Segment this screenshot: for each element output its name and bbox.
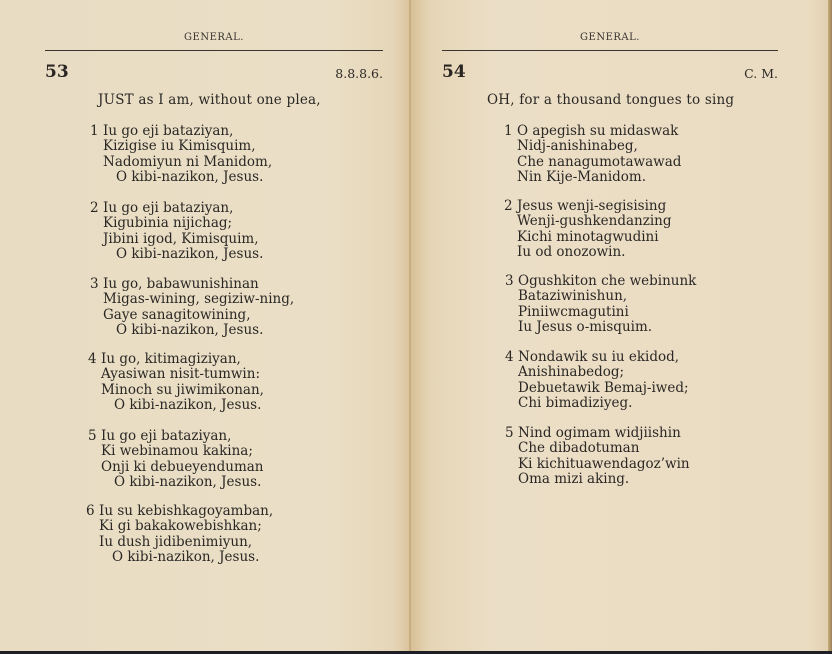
verse-line: O kibi-nazikon, Jesus. (114, 396, 262, 413)
verse-number: 6 (86, 503, 95, 519)
verse-line: Ki gi bakakowebishkan; (99, 518, 262, 535)
verse-line: Nin Kije-Manidom. (517, 168, 647, 185)
hymn-meter: 8.8.8.6. (335, 66, 383, 81)
verse-number: 5 (505, 425, 514, 441)
verse-line: Minoch su jiwimikonan, (101, 381, 264, 398)
verse-line: Kizigise iu Kimisquim, (103, 138, 256, 155)
verse-line: Iu od onozowin. (517, 243, 626, 260)
verse-line: Gaye sanagitowining, (103, 306, 251, 323)
verse-number: 4 (88, 351, 97, 367)
verse-line: Ki kichituawendagoz’win (518, 455, 690, 472)
header-rule (442, 50, 778, 51)
verse-number: 3 (90, 276, 99, 292)
verse-line: Nadomiyun ni Manidom, (103, 153, 273, 170)
verse-line: Piniiwcmagutini (518, 303, 629, 320)
verse-line: Che dibadotuman (518, 440, 640, 457)
right-page (410, 0, 828, 651)
hymn-number: 53 (45, 62, 69, 82)
verse-line: Nind ogimam widjiishin (518, 425, 681, 441)
verse-number: 1 (504, 123, 513, 139)
verse (90, 276, 295, 338)
verse-number: 2 (504, 198, 513, 214)
verse (504, 198, 672, 260)
hymn-meter: C. M. (744, 66, 778, 81)
verse-number: 3 (505, 273, 514, 289)
verse-line: Ki webinamou kakina; (101, 443, 253, 460)
verse-number: 5 (88, 428, 97, 444)
verse-line: Ayasiwan nisit-tumwin: (101, 366, 260, 383)
hymn-first-line: JUST as I am, without one plea, (98, 92, 321, 108)
verse-line: Iu go, kitimagiziyan, (101, 351, 241, 367)
verse (505, 273, 697, 335)
verse-line: O kibi-nazikon, Jesus. (116, 245, 264, 262)
verse-line: O kibi-nazikon, Jesus. (116, 321, 264, 338)
verse (90, 200, 264, 262)
hymn-first-line: OH, for a thousand tongues to sing (487, 92, 735, 108)
verse-line: Iu dush jidibenimiyun, (99, 533, 253, 550)
verse-line: O kibi-nazikon, Jesus. (112, 548, 260, 565)
verse (505, 425, 690, 487)
verse-line: Che nanagumotawawad (517, 153, 682, 170)
verse (86, 503, 274, 565)
verse-line: Iu go eji bataziyan, (101, 428, 232, 444)
header-rule (45, 50, 383, 51)
hymn-number: 54 (442, 62, 466, 82)
verse-line: Debuetawik Bemaj-iwed; (518, 379, 689, 396)
verse-line: Onji ki debueyenduman (101, 458, 264, 475)
verse-line: Nondawik su iu ekidod, (518, 349, 680, 365)
verse-line: Migas-wining, segiziw-ning, (103, 291, 295, 308)
verse-line: Nidj-anishinabeg, (517, 138, 638, 155)
verse-line: O apegish su midaswak (517, 123, 679, 139)
verse-line: Iu go, babawunishinan (103, 276, 259, 292)
verse-line: Iu go eji bataziyan, (103, 123, 234, 139)
verse-line: Jesus wenji-segisising (517, 198, 667, 214)
verse-number: 1 (90, 123, 99, 139)
verse-line: Oma mizi aking. (518, 470, 630, 487)
verse-line: Ogushkiton che webinunk (518, 273, 697, 289)
verse-line: Kichi minotagwudini (517, 228, 659, 245)
left-page (0, 0, 410, 651)
verse (88, 351, 264, 413)
verse-number: 4 (505, 349, 514, 365)
verse-line: O kibi-nazikon, Jesus. (114, 473, 262, 490)
page-edge (828, 0, 832, 651)
verse-line: Anishinabedog; (518, 364, 625, 381)
verse (88, 428, 264, 490)
verse (504, 123, 682, 185)
verse-number: 2 (90, 200, 99, 216)
running-head: GENERAL. (184, 32, 244, 43)
verse-line: Iu su kebishkagoyamban, (99, 503, 274, 519)
verse-line: Iu go eji bataziyan, (103, 200, 234, 216)
verse-line: Kigubinia nijichag; (103, 215, 233, 232)
verse-line: Iu Jesus o-misquim. (518, 318, 653, 335)
book-spine (409, 0, 411, 651)
verse-line: Chi bimadiziyeg. (518, 394, 633, 411)
verse-line: Wenji-gushkendanzing (517, 213, 672, 230)
verse (90, 123, 273, 185)
running-head: GENERAL. (580, 32, 640, 43)
verse-line: O kibi-nazikon, Jesus. (116, 168, 264, 185)
verse (505, 349, 689, 411)
verse-line: Bataziwinishun, (518, 288, 628, 305)
verse-line: Jibini igod, Kimisquim, (103, 230, 259, 247)
